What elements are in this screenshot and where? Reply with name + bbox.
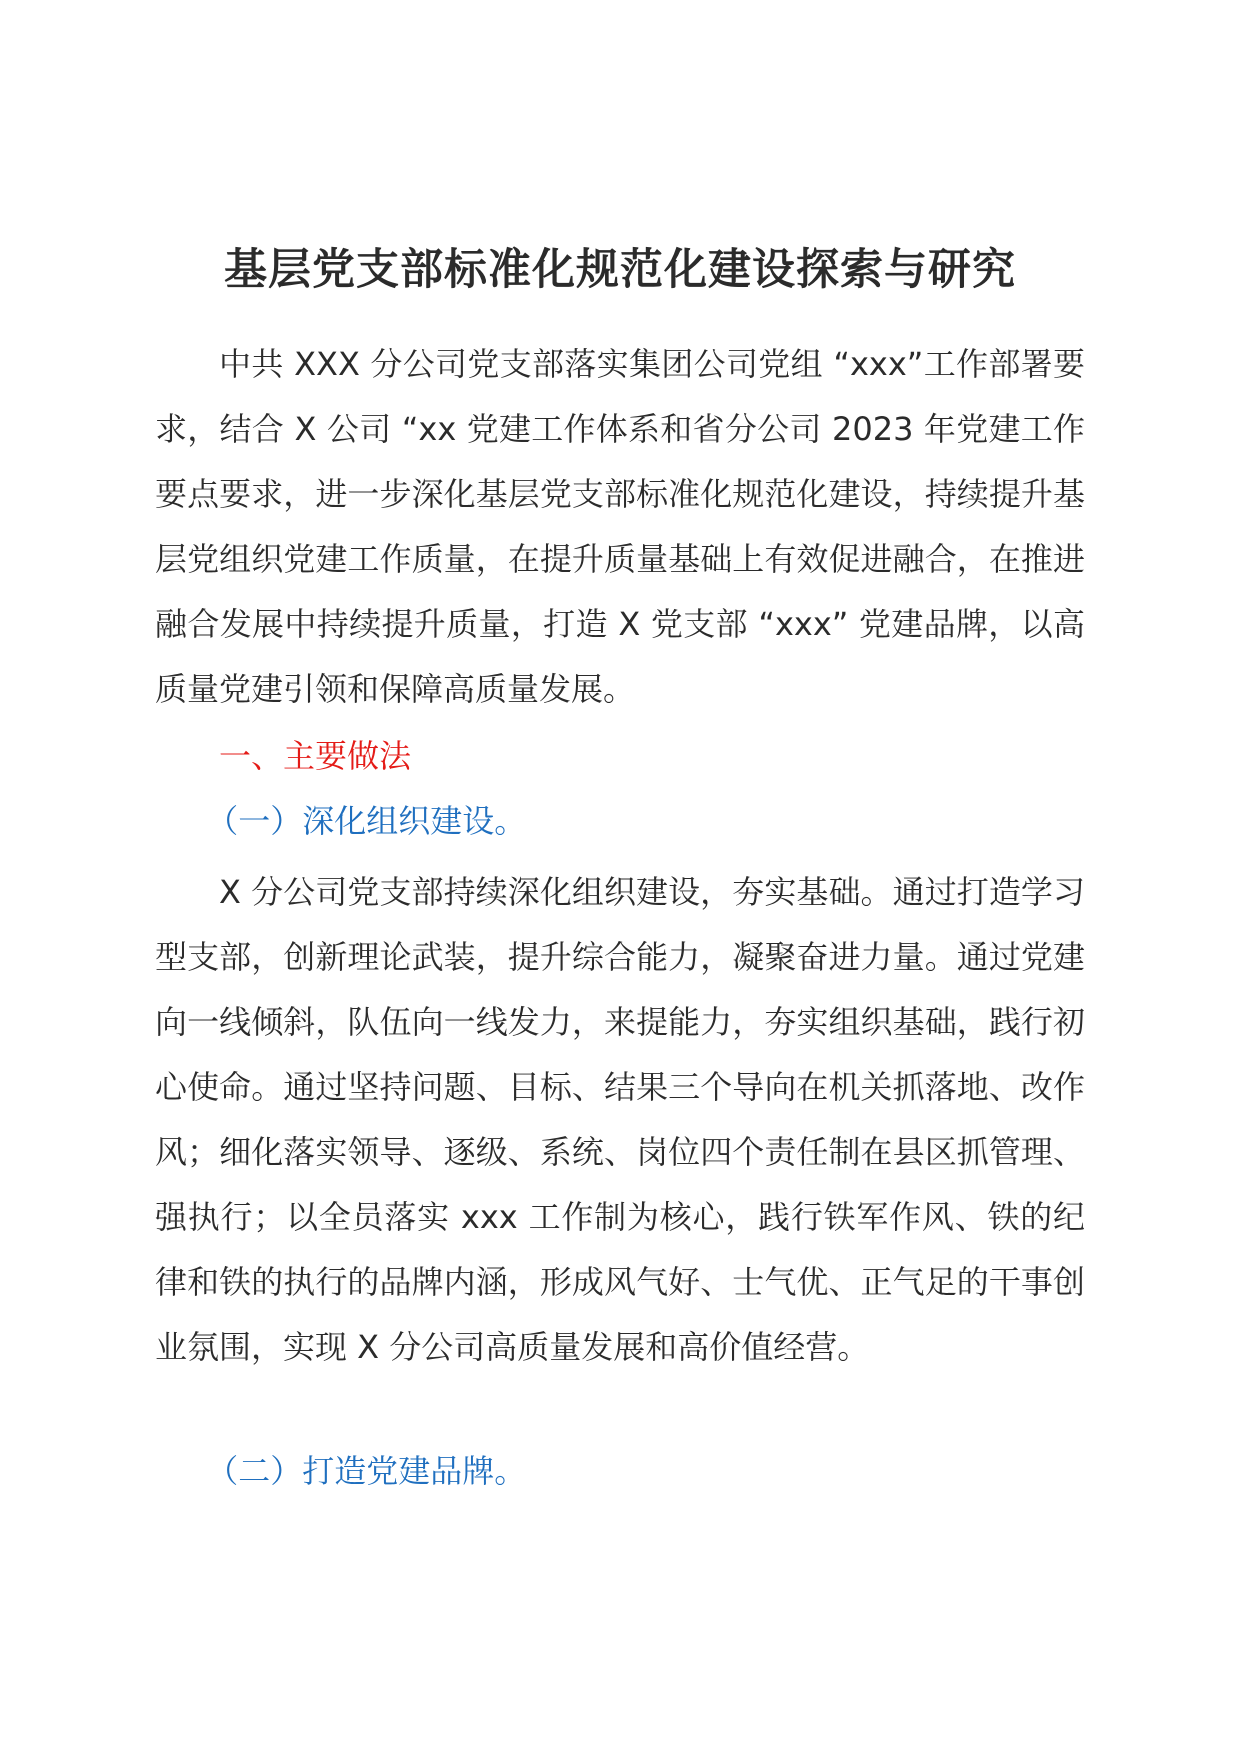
intro-paragraph: 中共 XXX 分公司党支部落实集团公司党组 “xxx”工作部署要求，结合 X 公司 “xx 党建工作体系和省分公司 2023 年党建工作要点要求，进一步深化基层党支部标准化规范化建设，持续提升基层党组织党建工作质量，在提升质量基础上有效促进融合，在推进融合发展中持续提升质量，打造 X 党支部 “xxx” 党建品牌，以高质量党建引领和保障高质量发展。 (155, 345, 1085, 708)
subsection-heading-organization: （一）深化组织建设。 (206, 802, 527, 840)
section-heading-main-practices: 一、主要做法 (219, 737, 412, 775)
subsection-heading-brand: （二）打造党建品牌。 (206, 1452, 527, 1490)
organization-paragraph: X 分公司党支部持续深化组织建设，夯实基础。通过打造学习型支部，创新理论武装，提升综合能力，凝聚奋进力量。通过党建向一线倾斜，队伍向一线发力，来提能力，夯实组织基础，践行初心使命。通过坚持问题、目标、结果三个导向在机关抓落地、改作风；细化落实领导、逐级、系统、岗位四个责任制在县区抓管理、强执行；以全员落实 xxx 工作制为核心，践行铁军作风、铁的纪律和铁的执行的品牌内涵，形成风气好、士气优、正气足的干事创业氛围，实现 X 分公司高质量发展和高价值经营。 (155, 873, 1085, 1366)
document-title: 基层党支部标准化规范化建设探索与研究 (224, 245, 1016, 295)
